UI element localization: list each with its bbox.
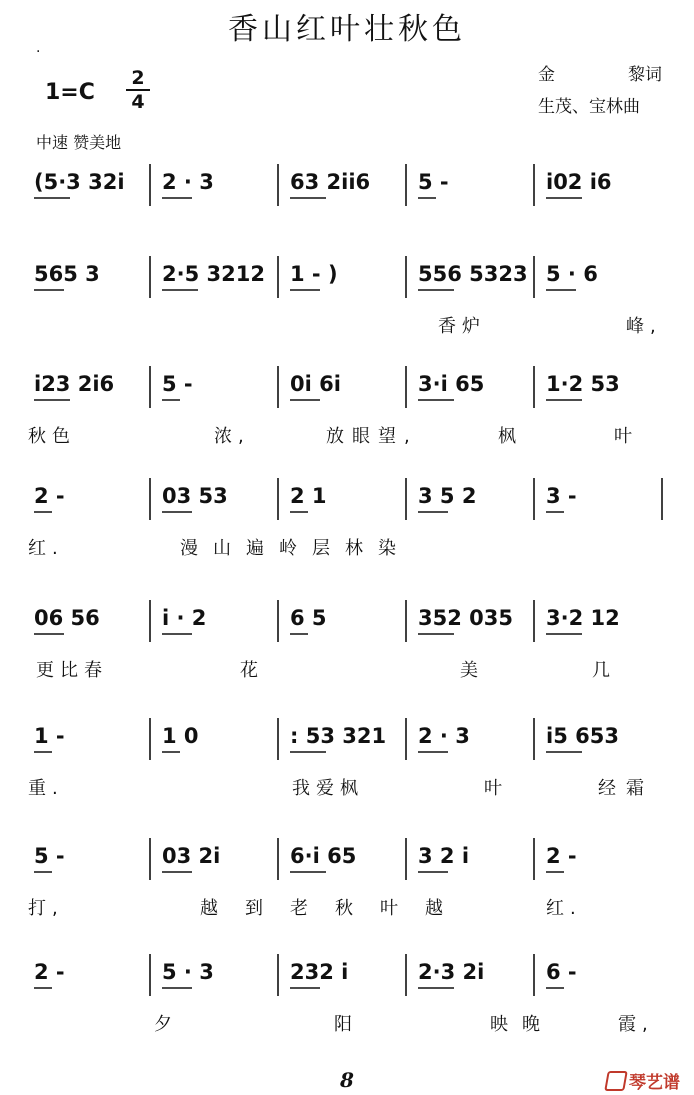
lyric-syllables: 重. bbox=[28, 778, 64, 799]
lyric-syllables: 越到老秋叶越 bbox=[200, 898, 470, 919]
measure: 2 - bbox=[34, 960, 65, 984]
notes-line bbox=[28, 714, 668, 766]
lyric-syllables: 霞, bbox=[618, 1014, 654, 1035]
lyric-syllables: 叶 bbox=[614, 426, 638, 447]
lyrics-line bbox=[28, 220, 668, 250]
margin-dot: · bbox=[36, 44, 41, 60]
song-title: 香山红叶壮秋色 bbox=[228, 12, 466, 47]
notes-line bbox=[28, 950, 668, 1002]
measure: 1 - ) bbox=[290, 262, 338, 286]
measure: 2 · 3 bbox=[162, 170, 214, 194]
lyric-syllables: 美 bbox=[460, 660, 484, 681]
measure: i23 2i6 bbox=[34, 372, 115, 396]
measure: 565 3 bbox=[34, 262, 100, 286]
meter-top: 2 bbox=[131, 67, 145, 89]
lyrics-line bbox=[28, 534, 668, 564]
measure: 6·i 65 bbox=[290, 844, 357, 868]
lyrics-line bbox=[28, 1010, 668, 1040]
meter-bottom: 4 bbox=[131, 91, 145, 113]
notes-line bbox=[28, 160, 668, 212]
measure: 63 2ii6 bbox=[290, 170, 371, 194]
notes-line bbox=[28, 362, 668, 414]
lyric-syllables: 映晚 bbox=[490, 1014, 554, 1035]
lyric-syllables: 打, bbox=[28, 898, 64, 919]
lyric-syllables: 经霜 bbox=[598, 778, 654, 799]
lyric-syllables: 峰, bbox=[626, 316, 662, 337]
notes-line bbox=[28, 596, 668, 648]
measure: 3 - bbox=[546, 484, 577, 508]
measure: 1·2 53 bbox=[546, 372, 620, 396]
measure: 2·3 2i bbox=[418, 960, 485, 984]
lyricist-credit bbox=[538, 60, 662, 85]
measure: 5 - bbox=[418, 170, 449, 194]
measure: 1 - bbox=[34, 724, 65, 748]
lyric-syllables: 叶 bbox=[484, 778, 508, 799]
measure: 556 5323 bbox=[418, 262, 528, 286]
notes-line bbox=[28, 474, 668, 526]
watermark-logo bbox=[606, 1068, 680, 1093]
logo-icon bbox=[604, 1071, 628, 1091]
measure: 2 · 3 bbox=[418, 724, 470, 748]
lyric-syllables: 香炉 bbox=[438, 316, 486, 337]
measure: : 53 321 bbox=[290, 724, 387, 748]
lyric-syllables: 几 bbox=[592, 660, 616, 681]
lyrics-line bbox=[28, 312, 668, 342]
lyric-syllables: 枫 bbox=[498, 426, 522, 447]
measure: 06 56 bbox=[34, 606, 100, 630]
measure: 232 i bbox=[290, 960, 349, 984]
lyric-syllables: 秋色 bbox=[28, 426, 76, 447]
measure: 3 2 i bbox=[418, 844, 470, 868]
measure: 03 2i bbox=[162, 844, 221, 868]
measure: 1 0 bbox=[162, 724, 199, 748]
measure: 6 5 bbox=[290, 606, 327, 630]
lyricist-name: 金 bbox=[538, 65, 555, 85]
lyric-syllables: 阳 bbox=[334, 1014, 358, 1035]
measure: 6 - bbox=[546, 960, 577, 984]
lyrics-line bbox=[28, 656, 668, 686]
measure: 5 - bbox=[34, 844, 65, 868]
measure: 2·5 3212 bbox=[162, 262, 265, 286]
measure: 03 53 bbox=[162, 484, 228, 508]
page-number: 8 bbox=[340, 1068, 354, 1092]
measure: i02 i6 bbox=[546, 170, 612, 194]
lyric-syllables: 我爱枫 bbox=[292, 778, 364, 799]
notes-line bbox=[28, 834, 668, 886]
time-signature bbox=[126, 68, 150, 112]
watermark-text: 琴艺谱 bbox=[629, 1073, 680, 1093]
measure: 3 5 2 bbox=[418, 484, 477, 508]
lyric-syllables: 红. bbox=[546, 898, 582, 919]
lyric-syllables: 放眼望, bbox=[326, 426, 418, 447]
key-signature: 1=C bbox=[45, 80, 95, 105]
tempo-marking: 中速 赞美地 bbox=[36, 133, 122, 152]
lyric-syllables: 红. bbox=[28, 538, 64, 559]
lyric-syllables: 夕 bbox=[154, 1014, 178, 1035]
lyric-syllables: 漫山遍岭层林染 bbox=[180, 538, 411, 559]
lyrics-line bbox=[28, 422, 668, 452]
measure: 2 1 bbox=[290, 484, 327, 508]
measure: 2 - bbox=[34, 484, 65, 508]
lyric-syllables: 浓, bbox=[214, 426, 250, 447]
measure: i · 2 bbox=[162, 606, 207, 630]
measure: 5 - bbox=[162, 372, 193, 396]
measure: 352 035 bbox=[418, 606, 513, 630]
notes-line bbox=[28, 252, 668, 304]
lyric-syllables: 花 bbox=[240, 660, 264, 681]
measure: 5 · 6 bbox=[546, 262, 598, 286]
measure: i5 653 bbox=[546, 724, 619, 748]
composer-credit: 生茂、宝林曲 bbox=[538, 97, 640, 117]
measure: 3·i 65 bbox=[418, 372, 485, 396]
lyricist-role: 黎词 bbox=[628, 65, 662, 85]
measure: (5·3 32i bbox=[34, 170, 125, 194]
measure: 3·2 12 bbox=[546, 606, 620, 630]
lyric-syllables: 更比春 bbox=[36, 660, 108, 681]
measure: 5 · 3 bbox=[162, 960, 214, 984]
lyrics-line bbox=[28, 774, 668, 804]
measure: 2 - bbox=[546, 844, 577, 868]
lyrics-line bbox=[28, 894, 668, 924]
measure: 0i 6i bbox=[290, 372, 341, 396]
